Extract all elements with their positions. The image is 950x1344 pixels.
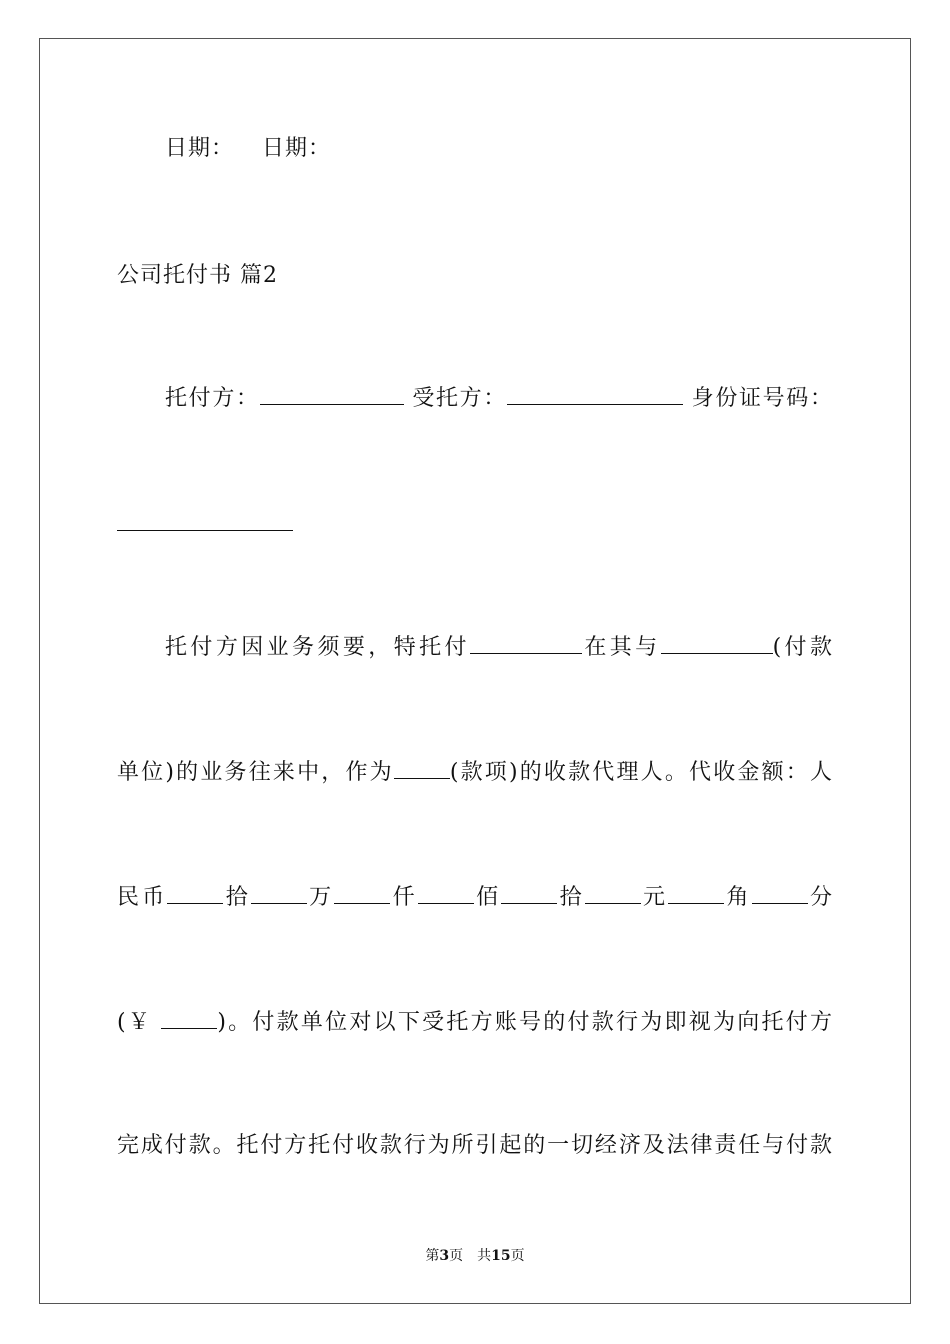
- id-label: 身份证号码：: [691, 386, 833, 411]
- body-l4-a: (￥: [117, 1010, 162, 1035]
- section-title: 公司托付书 篇2: [117, 263, 278, 288]
- body-l4-b: )。付款单位对以下受托方账号的付款行为即视为向托付方: [217, 1010, 833, 1035]
- page-frame: [39, 38, 911, 1304]
- amount-blank: [668, 883, 724, 904]
- amount-unit: 角: [724, 885, 752, 910]
- amount-blank: [501, 883, 557, 904]
- date-label-2: 日期：: [262, 136, 332, 161]
- amount-blank: [418, 883, 474, 904]
- body-line-3: [117, 883, 833, 913]
- agent-blank: [507, 384, 683, 405]
- amount-blank: [251, 883, 307, 904]
- body-l2-b: (款项)的收款代理人。代收金额：人: [449, 760, 833, 785]
- body-line-2: [117, 758, 833, 788]
- footer-page-mid: 页 共: [449, 1248, 492, 1264]
- agent-label: 受托方：: [412, 386, 507, 411]
- amount-unit: 仟: [390, 885, 418, 910]
- page-footer: [0, 1246, 950, 1266]
- id-number-line: [117, 510, 833, 540]
- body-l3-prefix: 民币: [117, 885, 168, 910]
- amount-blank: [334, 883, 390, 904]
- body-l1-b: 在其与: [581, 635, 661, 660]
- principal-label: 托付方：: [165, 386, 260, 411]
- amount-blank: [167, 883, 223, 904]
- body-line-5: 完成付款。托付方托付收款行为所引起的一切经济及法律责任与付款: [117, 1133, 833, 1158]
- footer-page-suffix: 页: [510, 1248, 525, 1264]
- date-label-1: 日期：: [165, 136, 235, 161]
- body-blank-payer: [661, 633, 773, 654]
- body-l1-a: 托付方因业务须要，特托付: [165, 635, 470, 660]
- footer-page-total: 15: [491, 1248, 511, 1264]
- amount-unit: 万: [306, 885, 335, 910]
- body-blank-item: [394, 758, 450, 779]
- body-l1-c: (付款: [772, 635, 833, 660]
- amount-blank: [585, 883, 641, 904]
- amount-unit: 拾: [557, 885, 585, 910]
- amount-blank: [752, 883, 808, 904]
- amount-unit: 元: [640, 885, 669, 910]
- body-line-1: [165, 633, 833, 663]
- amount-unit: 分: [807, 885, 833, 910]
- parties-line: [165, 384, 833, 414]
- amount-number-blank: [161, 1008, 217, 1029]
- id-number-blank: [117, 510, 293, 531]
- body-line-4: [117, 1008, 833, 1038]
- footer-page-number: 3: [439, 1248, 450, 1264]
- amount-unit: 拾: [223, 885, 251, 910]
- amount-unit: 佰: [473, 885, 502, 910]
- date-line: [165, 134, 833, 164]
- body-l2-a: 单位)的业务往来中，作为: [117, 760, 394, 785]
- footer-page-prefix: 第: [425, 1248, 440, 1264]
- body-blank-agent: [470, 633, 582, 654]
- principal-blank: [260, 384, 404, 405]
